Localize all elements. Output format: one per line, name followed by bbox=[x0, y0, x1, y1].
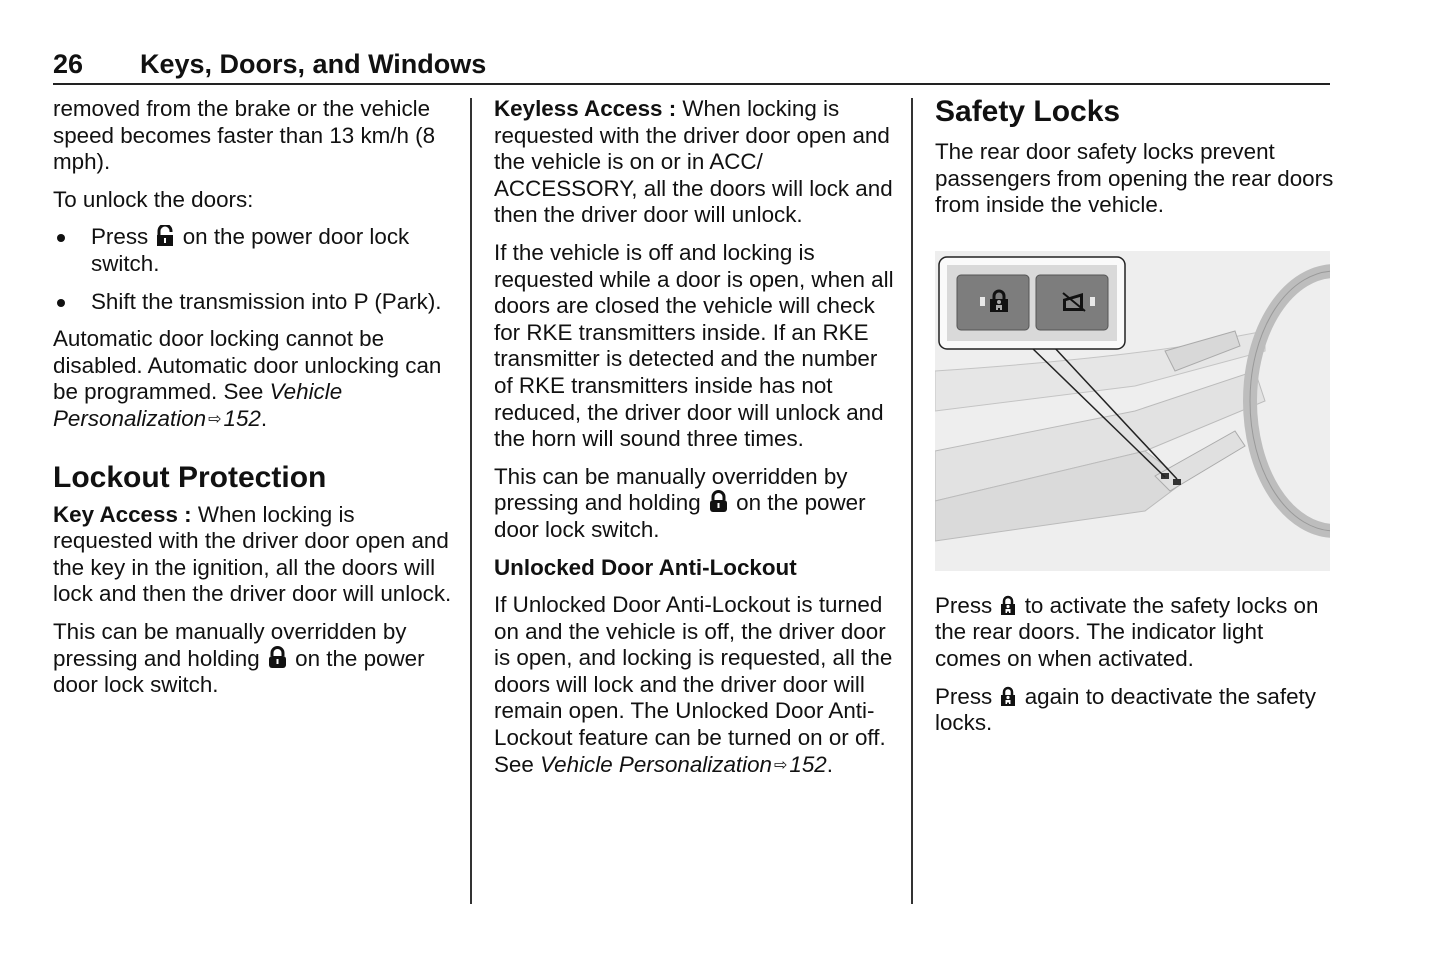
column-2 bbox=[494, 96, 899, 790]
paragraph: Automatic door locking cannot be disabled. Automatic door unlocking can be programmed. See Vehicle Personalization ⇨152. bbox=[53, 326, 453, 433]
section-heading: Lockout Protection bbox=[53, 460, 327, 494]
unlock-icon bbox=[156, 225, 174, 247]
list-item: Press on the power door lock switch. bbox=[53, 224, 453, 277]
column-divider bbox=[911, 98, 913, 904]
child-safety-lock-icon bbox=[989, 289, 1009, 313]
paragraph: Key Access : When locking is requested with the driver door open and the key in the ignition, all the doors will lock and then the driver door will unlock. bbox=[53, 501, 452, 607]
paragraph: Press again to deactivate the safety locks. bbox=[935, 683, 1316, 736]
column-divider bbox=[470, 98, 472, 904]
list-item: Shift the transmission into P (Park). bbox=[53, 289, 453, 316]
cross-reference-link[interactable]: Vehicle Personalization bbox=[53, 379, 343, 431]
paragraph: If Unlocked Door Anti-Lockout is turned on and the vehicle is off, the driver door is open, and locking is requested, all the doors will lock and the driver door will remain open. The Unlocked Door Anti-Lockout feature can be turned on or off. See Vehicle Personalization ⇨152. bbox=[494, 592, 899, 779]
child-safety-lock-icon bbox=[1000, 686, 1016, 707]
indicator-light bbox=[1090, 297, 1095, 306]
paragraph: If the vehicle is off and locking is requested while a door is open, when all doors are closed the vehicle will check for RKE transmitters inside. If an RKE transmitter is detected and the number of RKE transmitters inside has not reduced, the driver door will unlock and the horn will sound three times. bbox=[494, 239, 894, 452]
paragraph: removed from the brake or the vehicle speed becomes faster than 13 km/h (8 mph). bbox=[53, 96, 436, 175]
reference-arrow-icon: ⇨ bbox=[774, 756, 788, 774]
bullet-icon bbox=[57, 299, 65, 307]
paragraph: The rear door safety locks prevent passengers from opening the rear doors from inside the vehicle. bbox=[935, 139, 1334, 218]
column-3 bbox=[935, 96, 1335, 748]
page-header bbox=[53, 47, 1330, 85]
paragraph: This can be manually overridden by pressing and holding on the power door lock switch. bbox=[53, 618, 425, 698]
paragraph: Press to activate the safety locks on the rear doors. The indicator light comes on when activated. bbox=[935, 592, 1319, 671]
lock-icon bbox=[268, 646, 287, 669]
paragraph: Keyless Access : When locking is requested with the driver door open and the vehicle is on or in ACC/ ACCESSORY, all the doors will lock and then the driver door will unlock. bbox=[494, 96, 893, 228]
keyless-access-label: Keyless Access : bbox=[494, 96, 677, 121]
child-safety-lock-icon bbox=[1000, 595, 1016, 616]
page-number: 26 bbox=[53, 49, 84, 79]
bullet-icon bbox=[57, 234, 65, 242]
bullet-list bbox=[53, 224, 453, 315]
column-1 bbox=[53, 96, 453, 710]
section-heading: Safety Locks bbox=[935, 95, 1121, 128]
lock-icon bbox=[709, 490, 728, 513]
paragraph: To unlock the doors: bbox=[53, 186, 254, 212]
door-panel-illustration bbox=[935, 251, 1330, 571]
paragraph: This can be manually overridden by pressing and holding on the power door lock switch. bbox=[494, 463, 866, 542]
cross-reference-link[interactable]: Vehicle Personalization bbox=[540, 751, 772, 777]
chapter-title: Keys, Doors, and Windows bbox=[140, 49, 487, 79]
reference-arrow-icon: ⇨ bbox=[208, 410, 222, 428]
key-access-label: Key Access : bbox=[53, 501, 192, 527]
reference-page[interactable]: 152 bbox=[789, 751, 827, 777]
window-lockout-icon bbox=[1061, 291, 1087, 313]
indicator-light bbox=[980, 297, 985, 306]
subsection-heading: Unlocked Door Anti-Lockout bbox=[494, 554, 797, 580]
reference-page[interactable]: 152 bbox=[223, 405, 261, 431]
